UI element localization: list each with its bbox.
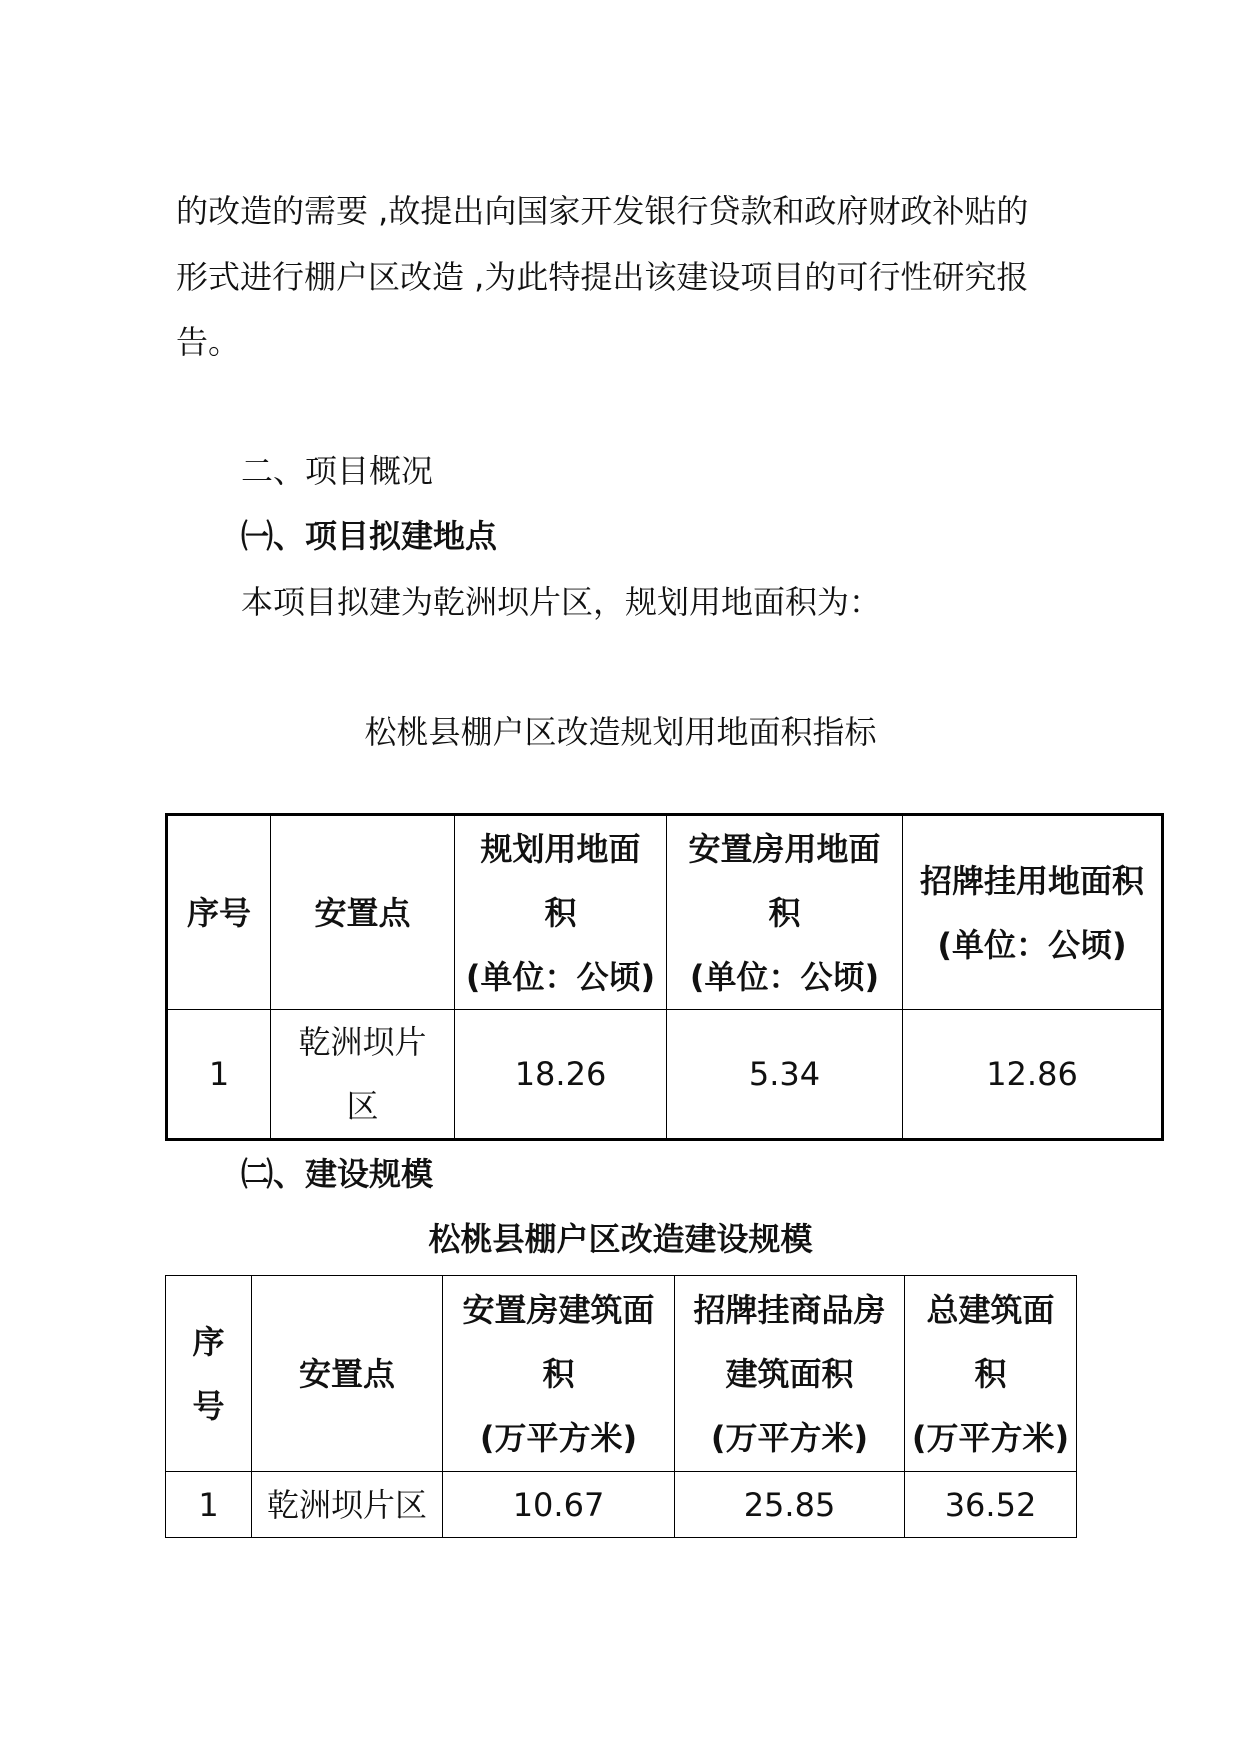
cell-total-building-area: 36.52	[905, 1472, 1077, 1538]
subsection-title-location: ㈠、项目拟建地点	[241, 517, 498, 555]
paragraph-line-3: 告。	[176, 323, 241, 361]
paragraph-line-1: 的改造的需要 ,故提出向国家开发银行贷款和政府财政补贴的	[176, 192, 1029, 230]
cell-place: 乾洲坝片 区	[271, 1010, 455, 1140]
table-header-row	[167, 815, 1163, 1010]
table-header-row	[166, 1276, 1077, 1472]
header-no: 序 号	[166, 1276, 252, 1472]
cell-commercial-building-area: 25.85	[675, 1472, 905, 1538]
cell-resettlement-area: 5.34	[667, 1010, 903, 1140]
table-row	[167, 1010, 1163, 1140]
header-place: 安置点	[252, 1276, 443, 1472]
header-resettlement-area: 安置房用地面 积 (单位：公顷)	[667, 815, 903, 1010]
table-row	[166, 1472, 1077, 1538]
cell-no: 1	[166, 1472, 252, 1538]
header-auction-area: 招牌挂用地面积 (单位：公顷)	[903, 815, 1163, 1010]
location-intro: 本项目拟建为乾洲坝片区，规划用地面积为：	[241, 583, 882, 621]
cell-no: 1	[167, 1010, 271, 1140]
header-commercial-building-area: 招牌挂商品房 建筑面积 (万平方米)	[675, 1276, 905, 1472]
subsection-title-scale: ㈡、建设规模	[241, 1155, 434, 1193]
header-planned-area: 规划用地面 积 (单位：公顷)	[455, 815, 667, 1010]
section-title: 二、项目概况	[241, 452, 434, 490]
construction-scale-table	[165, 1275, 1077, 1538]
cell-resettlement-building-area: 10.67	[443, 1472, 675, 1538]
paragraph-line-2: 形式进行棚户区改造 ,为此特提出该建设项目的可行性研究报	[176, 258, 1029, 296]
cell-auction-area: 12.86	[903, 1010, 1163, 1140]
header-total-building-area: 总建筑面 积 (万平方米)	[905, 1276, 1077, 1472]
table2-caption: 松桃县棚户区改造建设规模	[428, 1220, 813, 1258]
header-resettlement-building-area: 安置房建筑面 积 (万平方米)	[443, 1276, 675, 1472]
table1-caption: 松桃县棚户区改造规划用地面积指标	[364, 713, 877, 751]
land-area-table	[165, 813, 1164, 1141]
cell-planned-area: 18.26	[455, 1010, 667, 1140]
header-place: 安置点	[271, 815, 455, 1010]
cell-place: 乾洲坝片区	[252, 1472, 443, 1538]
header-no: 序号	[167, 815, 271, 1010]
